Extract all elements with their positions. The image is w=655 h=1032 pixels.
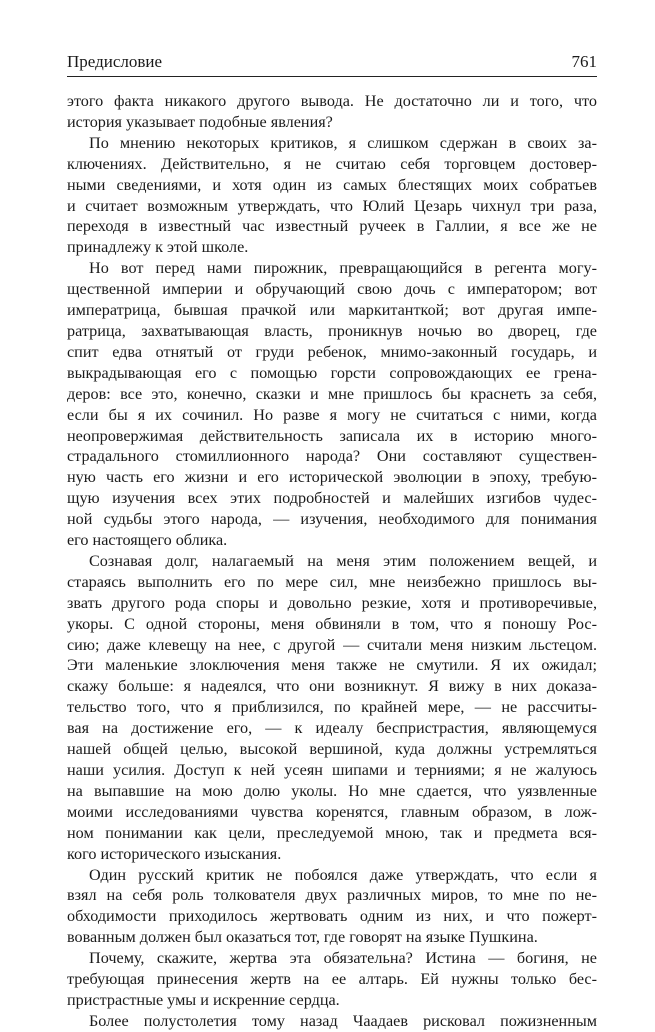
text-line: ратрица, захватывающая власть, проникнув ночью во дворец, где — [67, 321, 597, 340]
paragraph — [67, 551, 597, 865]
text-line: Эти маленькие злоключения меня также не смутили. Я их ожидал; — [67, 656, 597, 675]
text-line: вая на достижение его, — к идеалу беспристрастия, являющемуся — [67, 719, 597, 738]
body-text — [67, 91, 597, 1032]
text-line: щественной империи и обручающий свою дочь с императором; вот — [67, 280, 597, 299]
text-line: обходимости приходилось жертвовать одним из них, и что пожерт- — [67, 907, 597, 926]
text-line: императрица, бывшая прачкой или маркитанткой; вот другая импе- — [67, 301, 597, 320]
text-line: ключениях. Действительно, я не считаю себя торговцем достовер- — [67, 154, 597, 173]
text-line: ную часть его жизни и его исторической эволюции в эпоху, требую- — [67, 468, 597, 487]
text-line: Почему, скажите, жертва эта обязательна? Истина — богиня, не — [89, 949, 597, 968]
text-line: взял на себя роль толкователя двух различных миров, то мне по не- — [67, 886, 597, 905]
text-line: укоры. С одной стороны, меня обвиняли в том, что я поношу Рос- — [67, 614, 597, 633]
text-line: По мнению некоторых критиков, я слишком сдержан в своих за- — [89, 133, 597, 152]
text-line: кого исторического изыскания. — [67, 844, 282, 863]
text-line: Сознавая долг, налагаемый на меня этим положением вещей, и — [89, 551, 597, 570]
paragraph — [67, 258, 597, 551]
text-line: тельство того, что я приблизился, по крайней мере, — не рассчиты- — [67, 698, 597, 717]
book-page — [67, 50, 597, 1032]
text-line: принадлежу к этой школе. — [67, 238, 249, 257]
text-line: сию; даже клевещу на нее, с другой — считали меня низким льстецом. — [67, 635, 597, 654]
paragraph — [67, 865, 597, 949]
text-line: ном понимании как цели, преследуемой мною, так и предмета вся- — [67, 823, 597, 842]
text-line: история указывает подобные явления? — [67, 112, 333, 131]
text-line: ными сведениями, и хотя один из самых блестящих моих собратьев — [67, 175, 597, 194]
text-line: на выпавшие на мою долю уколы. Но мне сдается, что уязвленные — [67, 781, 597, 800]
paragraph — [67, 91, 597, 133]
text-line: вованным должен был оказаться тот, где говорят на языке Пушкина. — [67, 928, 538, 947]
text-line: деров: все это, конечно, сказки и мне пришлось бы краснеть за себя, — [67, 384, 597, 403]
text-line: неопровержимая действительность записала их в историю много- — [67, 426, 597, 445]
paragraph — [67, 948, 597, 1011]
text-line: Один русский критик не побоялся даже утверждать, что если я — [89, 865, 597, 884]
text-line: нашей общей целью, высокой вершиной, куда должны устремляться — [67, 740, 597, 759]
text-line: стараясь выполнить его по мере сил, мне неизбежно пришлось вы- — [67, 572, 597, 591]
text-line: Более полустолетия тому назад Чаадаев рисковал пожизненным — [89, 1011, 597, 1030]
page-number: 761 — [571, 52, 597, 71]
running-head — [67, 50, 597, 77]
text-line: наши усилия. Доступ к ней усеян шипами и терниями; я не жалуюсь — [67, 761, 597, 779]
text-line: выкрадывающая его с помощью горсти сопровождающих ее грена- — [67, 363, 597, 382]
text-line: ной судьбы этого народа, — изучения, необходимого для понимания — [67, 510, 597, 529]
text-line: если бы я их сочинил. Но разве я могу не считаться с ними, когда — [67, 405, 597, 424]
text-line: скажу больше: я надеялся, что они возникнут. Я вижу в них доказа- — [67, 677, 597, 696]
text-line: пристрастные умы и искренние сердца. — [67, 990, 340, 1009]
text-line: моими исследованиями чувства коренятся, главным образом, в лож- — [67, 802, 597, 821]
section-title: Предисловие — [67, 52, 163, 71]
text-line: Но вот перед нами пирожник, превращающийся в регента могу- — [89, 259, 597, 278]
text-line: звать другого рода споры и довольно резкие, хотя и противоречивые, — [67, 593, 597, 612]
text-line: и считает возможным утверждать, что Юлий Цезарь чихнул три раза, — [67, 196, 597, 215]
paragraph — [67, 1011, 597, 1032]
paragraph — [67, 133, 597, 258]
text-line: страдального стомиллионного народа? Они составляют существен- — [67, 447, 597, 466]
text-line: этого факта никакого другого вывода. Не достаточно ли и того, что — [67, 92, 597, 110]
text-line: щую изучения всех этих подробностей и малейших изгибов чудес- — [67, 489, 597, 508]
text-line: спит едва отнятый от груди ребенок, мнимо-законный государь, и — [67, 342, 597, 361]
text-line: его настоящего облика. — [67, 531, 228, 550]
text-line: переходя в известный час известный ручеек в Галлии, я все же не — [67, 217, 597, 236]
text-line: требующая принесения жертв на ее алтарь. Ей нужны только бес- — [67, 970, 597, 989]
